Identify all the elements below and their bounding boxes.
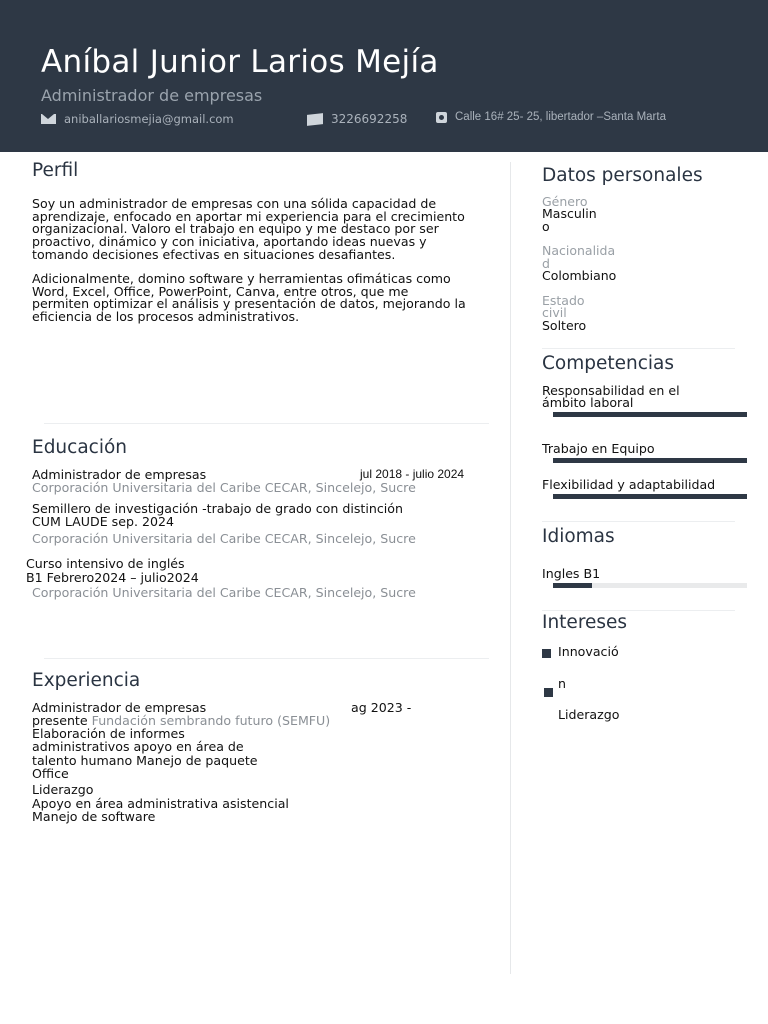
profile-line: proactivo, dinámico y con iniciativa, aportando ideas nuevas y xyxy=(32,234,427,250)
contact-address xyxy=(436,111,666,123)
profile-line: tomando decisiones efectivas en situaciones desafiantes. xyxy=(32,246,396,262)
section-divider xyxy=(542,348,735,349)
contact-email[interactable] xyxy=(41,112,234,126)
experience-title: Experiencia xyxy=(32,670,141,691)
language-bar xyxy=(553,583,747,588)
education-course-line1: Curso intensivo de inglés xyxy=(26,556,185,571)
experience-company: Fundación sembrando futuro (SEMFU) xyxy=(91,713,331,728)
phone-text: 3226692258 xyxy=(331,112,408,126)
experience-present-text: presente xyxy=(32,713,88,728)
experience-job-title: Administrador de empresas xyxy=(32,700,207,715)
skill-bar-fill xyxy=(553,494,747,499)
education-degree-date: jul 2018 - julio 2024 xyxy=(360,467,465,481)
interest-item-line1: Innovació xyxy=(558,644,619,659)
education-research-line1: Semillero de investigación -trabajo de grado con distinción xyxy=(32,501,403,516)
language-bar-fill xyxy=(553,583,592,588)
bullet-icon xyxy=(544,688,553,697)
education-research-line2: CUM LAUDE sep. 2024 xyxy=(32,514,175,529)
experience-line: talento humano Manejo de paquete xyxy=(32,753,258,768)
section-divider xyxy=(542,521,735,522)
experience-line: Office xyxy=(32,766,69,781)
section-divider xyxy=(44,423,489,424)
experience-line: Elaboración de informes xyxy=(32,726,185,741)
section-divider xyxy=(542,610,735,611)
nationality-label-line1: Nacionalida xyxy=(542,243,616,258)
gender-value-line2: o xyxy=(542,219,550,234)
experience-line: Liderazgo xyxy=(32,782,94,797)
gender-value-line1: Masculin xyxy=(542,206,597,221)
location-icon xyxy=(436,112,447,123)
skill-bar xyxy=(553,412,747,417)
candidate-role: Administrador de empresas xyxy=(41,86,263,105)
experience-job-date: ag 2023 - xyxy=(351,700,412,715)
profile-line: Word, Excel, Office, PowerPoint, Canva, entre otros, que me xyxy=(32,283,409,299)
column-divider xyxy=(510,162,511,974)
civil-label-line2: civil xyxy=(542,305,567,320)
skill-label: Flexibilidad y adaptabilidad xyxy=(542,477,716,492)
bullet-icon xyxy=(542,649,551,658)
skill-bar xyxy=(553,458,747,463)
nationality-label-line2: d xyxy=(542,256,550,271)
skills-title: Competencias xyxy=(542,353,675,374)
profile-title: Perfil xyxy=(32,160,79,181)
education-institution: Corporación Universitaria del Caribe CECAR, Sincelejo, Sucre xyxy=(32,585,416,600)
nationality-value: Colombiano xyxy=(542,268,617,283)
skill-bar-fill xyxy=(553,458,747,463)
skill-label-line1: Responsabilidad en el xyxy=(542,383,680,398)
profile-line: organizacional. Valoro el trabajo en equipo y me destaco por ser xyxy=(32,221,439,237)
skill-label-line2: ámbito laboral xyxy=(542,395,634,410)
languages-title: Idiomas xyxy=(542,526,615,547)
skill-bar xyxy=(553,494,747,499)
email-text: aniballariosmejia@gmail.com xyxy=(64,112,234,126)
language-label: Ingles B1 xyxy=(542,566,601,581)
civil-value: Soltero xyxy=(542,318,587,333)
candidate-name: Aníbal Junior Larios Mejía xyxy=(41,44,439,80)
skill-bar-fill xyxy=(553,412,747,417)
gender-label: Género xyxy=(542,194,588,209)
experience-line: administrativos apoyo en área de xyxy=(32,739,244,754)
education-institution: Corporación Universitaria del Caribe CECAR, Sincelejo, Sucre xyxy=(32,480,416,495)
phone-icon xyxy=(307,113,323,126)
civil-label-line1: Estado xyxy=(542,293,585,308)
experience-line: Apoyo en área administrativa asistencial xyxy=(32,796,289,811)
skill-label: Trabajo en Equipo xyxy=(542,441,655,456)
profile-paragraph-2 xyxy=(32,273,478,324)
education-course-line2: B1 Febrero2024 – julio2024 xyxy=(26,570,199,585)
interest-item-line2: n xyxy=(558,676,566,691)
education-degree: Administrador de empresas xyxy=(32,467,207,482)
profile-line: permiten optimizar el análisis y presentación de datos, mejorando la xyxy=(32,296,466,312)
profile-line: Adicionalmente, domino software y herramientas ofimáticas como xyxy=(32,271,451,286)
header-banner xyxy=(0,0,768,152)
interests-title: Intereses xyxy=(542,612,628,633)
address-text: Calle 16# 25- 25, libertador –Santa Marta xyxy=(455,111,666,123)
envelope-icon xyxy=(41,114,56,124)
experience-line: Manejo de software xyxy=(32,809,156,824)
interest-item: Liderazgo xyxy=(558,707,620,722)
section-divider xyxy=(44,658,489,659)
profile-paragraph-1 xyxy=(32,198,478,262)
profile-line: eficiencia de los procesos administrativos. xyxy=(32,309,300,325)
contact-phone[interactable] xyxy=(307,112,407,126)
education-institution: Corporación Universitaria del Caribe CECAR, Sincelejo, Sucre xyxy=(32,531,416,546)
personal-title: Datos personales xyxy=(542,165,703,186)
profile-line: aprendizaje, enfocado en aportar mi experiencia para el crecimiento xyxy=(32,208,465,224)
education-title: Educación xyxy=(32,437,128,458)
profile-line: Soy un administrador de empresas con una sólida capacidad de xyxy=(32,196,437,211)
